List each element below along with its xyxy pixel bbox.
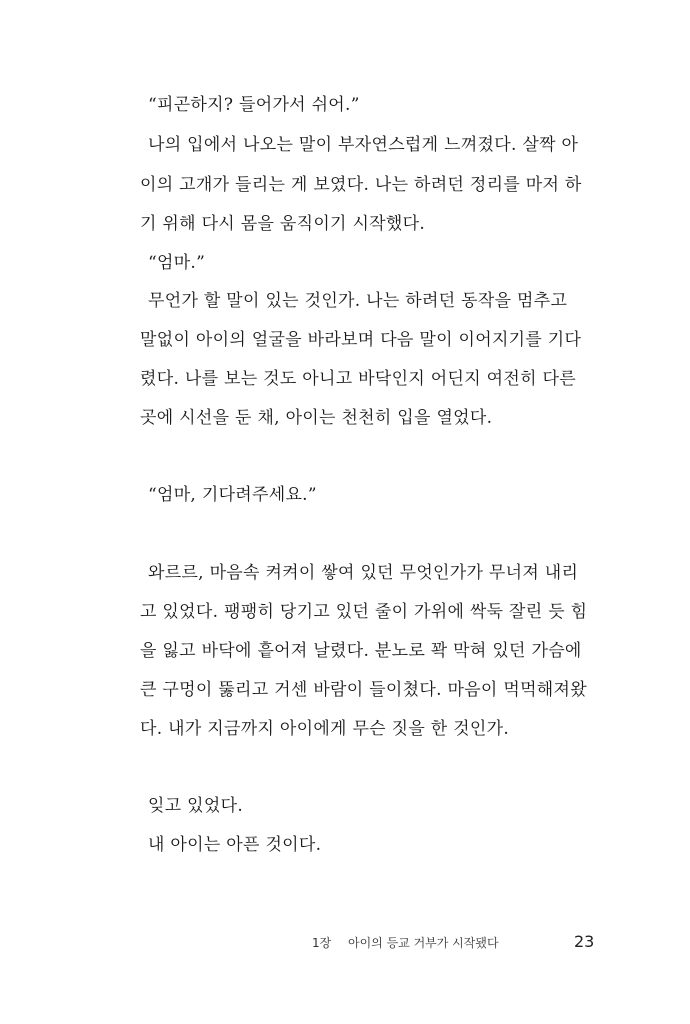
paragraph-line: 큰 구멍이 뚫리고 거센 바람이 들이쳤다. 마음이 먹먹해져왔	[140, 680, 587, 700]
paragraph-line: 을 잃고 바닥에 흩어져 날렸다. 분노로 꽉 막혀 있던 가슴에	[140, 641, 582, 661]
paragraph-line: 이의 고개가 들리는 게 보였다. 나는 하려던 정리를 마저 하	[140, 175, 582, 195]
dialogue-line: “피곤하지? 들어가서 쉬어.”	[148, 95, 360, 115]
paragraph-line: 다. 내가 지금까지 아이에게 무슨 짓을 한 것인가.	[140, 719, 510, 739]
paragraph-line: 나의 입에서 나오는 말이 부자연스럽게 느껴졌다. 살짝 아	[148, 135, 579, 155]
paragraph-line: 내 아이는 아픈 것이다.	[148, 835, 322, 855]
dialogue-line: “엄마, 기다려주세요.”	[148, 485, 317, 505]
paragraph-line: 고 있었다. 팽팽히 당기고 있던 줄이 가위에 싹둑 잘린 듯 힘	[140, 602, 588, 622]
paragraph-line: 잊고 있었다.	[148, 796, 244, 816]
paragraph-line: 곳에 시선을 둔 채, 아이는 천천히 입을 열었다.	[140, 408, 493, 428]
paragraph-line: 말없이 아이의 얼굴을 바라보며 다음 말이 이어지기를 기다	[140, 330, 582, 350]
paragraph-line: 기 위해 다시 몸을 움직이기 시작했다.	[140, 214, 426, 234]
dialogue-line: “엄마.”	[148, 253, 206, 273]
page-number: 23	[574, 932, 595, 951]
paragraph-line: 렸다. 나를 보는 것도 아니고 바닥인지 어딘지 여전히 다른	[140, 369, 576, 389]
paragraph-line: 무언가 할 말이 있는 것인가. 나는 하려던 동작을 멈추고	[148, 291, 568, 311]
chapter-title: 아이의 등교 거부가 시작됐다	[348, 936, 499, 950]
chapter-label: 1장	[312, 936, 332, 950]
paragraph-line: 와르르, 마음속 켜켜이 쌓여 있던 무엇인가가 무너져 내리	[148, 563, 579, 583]
page-footer	[0, 932, 690, 952]
